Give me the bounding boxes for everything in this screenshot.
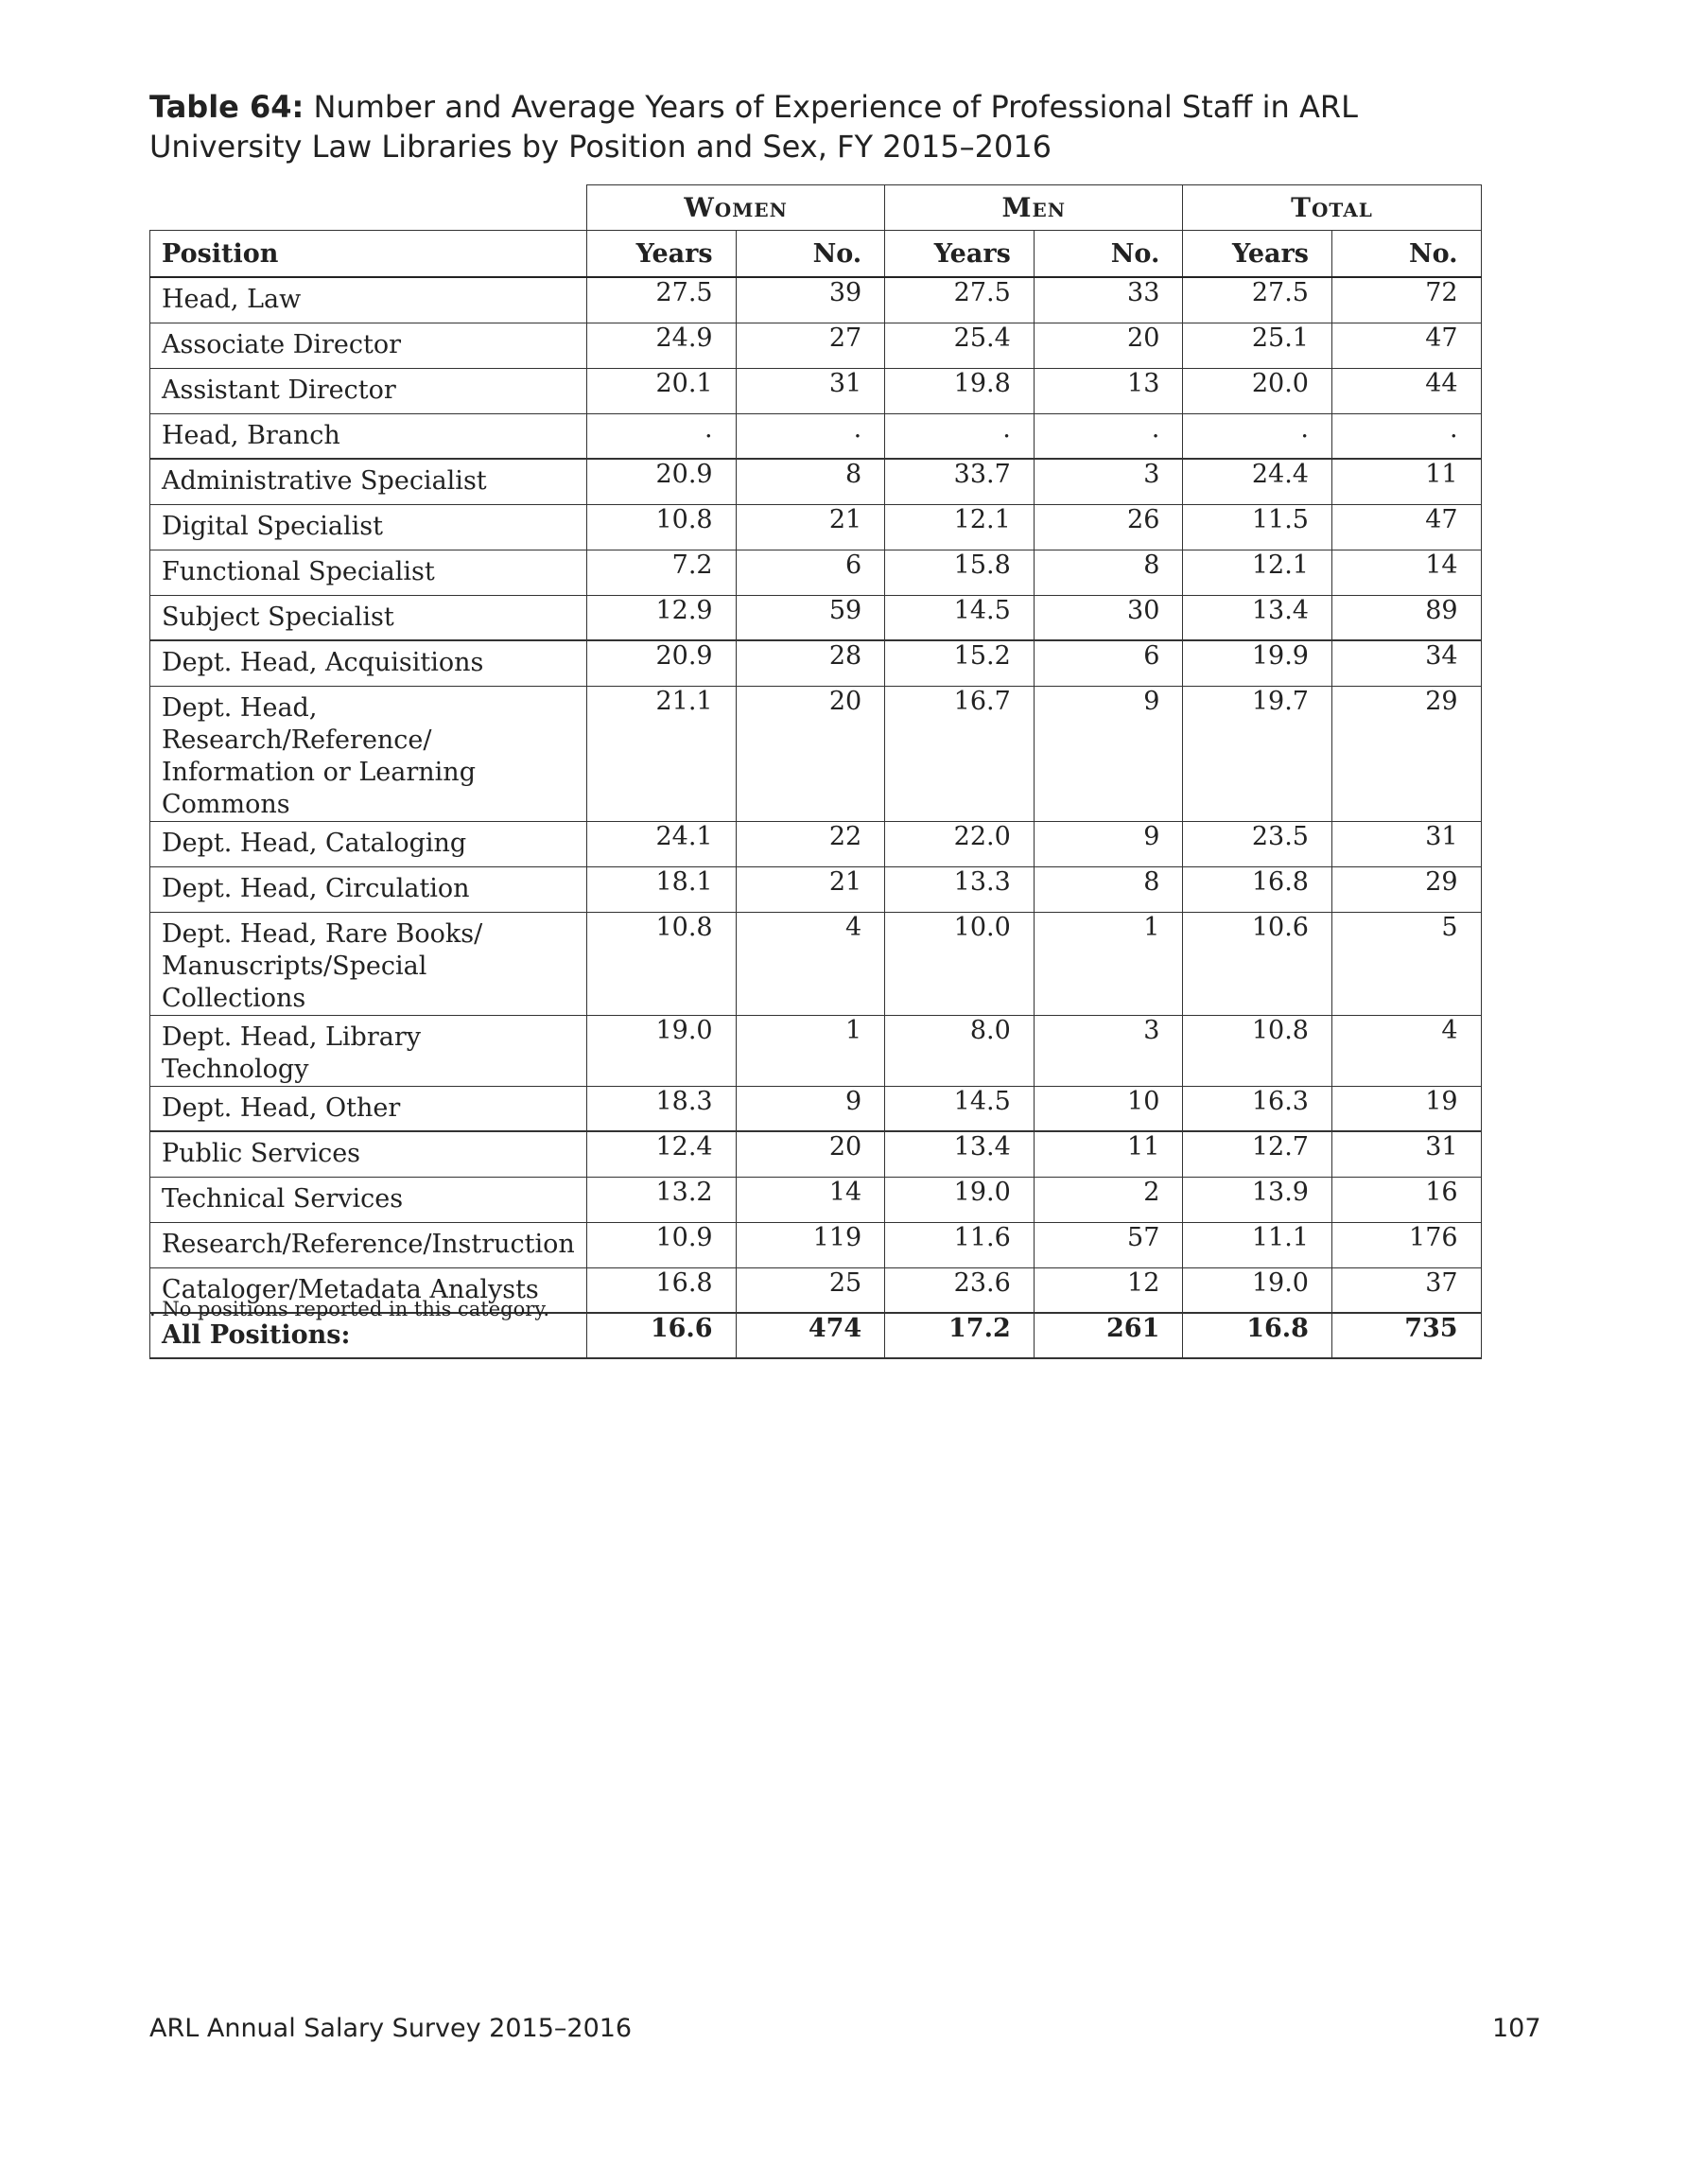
cell-total-years: 10.6 [1183,912,1332,1015]
cell-total-years: 19.0 [1183,1267,1332,1313]
cell-total-years: 16.3 [1183,1086,1332,1131]
cell-men-no: . [1034,413,1183,459]
cell-women-no: 39 [736,277,885,323]
cell-women-no: 22 [736,821,885,866]
cell-men-years: 19.8 [885,368,1035,413]
cell-total-no: 34 [1331,640,1481,686]
cell-men-no: 57 [1034,1222,1183,1267]
cell-women-no: 9 [736,1086,885,1131]
experience-table [149,184,1482,1359]
table-row [150,550,1482,595]
table-row [150,1177,1482,1222]
cell-total-no: 37 [1331,1267,1481,1313]
cell-position: Assistant Director [150,368,587,413]
cell-total-no: 29 [1331,866,1481,912]
cell-position: Digital Specialist [150,504,587,550]
cell-total-no: 31 [1331,821,1481,866]
cell-position: Dept. Head, Library Technology [150,1015,587,1086]
group-header-men: Men [885,185,1183,231]
cell-women-no: 8 [736,459,885,504]
cell-men-no: 26 [1034,504,1183,550]
cell-women-no: 21 [736,504,885,550]
cell-women-years: . [587,413,737,459]
cell-total-no: 47 [1331,504,1481,550]
table-row [150,1131,1482,1177]
cell-position: Technical Services [150,1177,587,1222]
cell-women-years: 24.9 [587,323,737,368]
cell-total-no: 14 [1331,550,1481,595]
table-row [150,912,1482,1015]
cell-position: Head, Branch [150,413,587,459]
table-row [150,821,1482,866]
cell-men-no: 9 [1034,686,1183,821]
cell-total-no: 31 [1331,1131,1481,1177]
table-row [150,368,1482,413]
cell-women-no: 474 [736,1313,885,1358]
table-footnote: . No positions reported in this category. [149,1298,550,1320]
cell-total-no: 19 [1331,1086,1481,1131]
group-header-blank [150,185,587,231]
column-header-total-no: No. [1331,231,1481,278]
cell-men-years: 15.2 [885,640,1035,686]
cell-women-years: 18.3 [587,1086,737,1131]
cell-men-years: 14.5 [885,595,1035,640]
cell-men-no: 20 [1034,323,1183,368]
cell-men-years: 15.8 [885,550,1035,595]
cell-total-no: 735 [1331,1313,1481,1358]
cell-total-years: 19.9 [1183,640,1332,686]
footer-publication: ARL Annual Salary Survey 2015–2016 [149,2014,633,2043]
cell-women-years: 21.1 [587,686,737,821]
cell-position: Dept. Head, Acquisitions [150,640,587,686]
table-caption: Number and Average Years of Experience of Professional Staff in ARL University Law Libraries by Position and Sex, FY 2015–2016 [149,89,1358,165]
page-number: 107 [1492,2014,1541,2043]
cell-women-no: 31 [736,368,885,413]
cell-total-years: 24.4 [1183,459,1332,504]
cell-men-no: 3 [1034,459,1183,504]
cell-total-no: 29 [1331,686,1481,821]
cell-women-no: 20 [736,1131,885,1177]
cell-total-no: 4 [1331,1015,1481,1086]
cell-men-no: 10 [1034,1086,1183,1131]
cell-women-years: 24.1 [587,821,737,866]
table-row [150,686,1482,821]
cell-position: Dept. Head, Cataloging [150,821,587,866]
column-header-row [150,231,1482,278]
cell-total-no: . [1331,413,1481,459]
cell-women-years: 20.9 [587,640,737,686]
cell-men-years: 22.0 [885,821,1035,866]
table-title [149,87,1492,166]
cell-men-no: 33 [1034,277,1183,323]
cell-women-years: 16.8 [587,1267,737,1313]
cell-men-no: 261 [1034,1313,1183,1358]
cell-total-no: 176 [1331,1222,1481,1267]
cell-total-years: 16.8 [1183,866,1332,912]
cell-women-no: 14 [736,1177,885,1222]
cell-total-years: 11.5 [1183,504,1332,550]
column-header-total-years: Years [1183,231,1332,278]
cell-total-years: 16.8 [1183,1313,1332,1358]
cell-women-years: 10.8 [587,504,737,550]
cell-women-years: 20.1 [587,368,737,413]
cell-men-no: 8 [1034,550,1183,595]
cell-total-years: 10.8 [1183,1015,1332,1086]
cell-position: Research/Reference/Instruction [150,1222,587,1267]
cell-women-years: 12.9 [587,595,737,640]
cell-men-years: 13.3 [885,866,1035,912]
cell-position: Public Services [150,1131,587,1177]
cell-total-years: 27.5 [1183,277,1332,323]
table-row [150,459,1482,504]
column-header-position: Position [150,231,587,278]
cell-women-no: 25 [736,1267,885,1313]
column-header-men-no: No. [1034,231,1183,278]
cell-men-no: 12 [1034,1267,1183,1313]
column-header-men-years: Years [885,231,1035,278]
cell-men-no: 9 [1034,821,1183,866]
table-row [150,413,1482,459]
cell-men-years: . [885,413,1035,459]
cell-position: Dept. Head, Research/Reference/ Information or Learning Commons [150,686,587,821]
table-row [150,640,1482,686]
cell-men-years: 8.0 [885,1015,1035,1086]
cell-men-years: 14.5 [885,1086,1035,1131]
cell-men-years: 23.6 [885,1267,1035,1313]
cell-women-no: 1 [736,1015,885,1086]
cell-total-years: 12.1 [1183,550,1332,595]
cell-position: Dept. Head, Circulation [150,866,587,912]
cell-total-years: 19.7 [1183,686,1332,821]
column-header-women-no: No. [736,231,885,278]
cell-men-years: 10.0 [885,912,1035,1015]
cell-women-years: 16.6 [587,1313,737,1358]
cell-total-no: 5 [1331,912,1481,1015]
cell-women-years: 18.1 [587,866,737,912]
cell-total-years: 13.9 [1183,1177,1332,1222]
cell-total-years: 23.5 [1183,821,1332,866]
cell-men-years: 19.0 [885,1177,1035,1222]
cell-position: Associate Director [150,323,587,368]
cell-men-no: 6 [1034,640,1183,686]
cell-men-no: 3 [1034,1015,1183,1086]
cell-men-no: 13 [1034,368,1183,413]
cell-men-no: 30 [1034,595,1183,640]
table-row [150,1015,1482,1086]
cell-women-years: 12.4 [587,1131,737,1177]
cell-men-no: 8 [1034,866,1183,912]
cell-women-no: 119 [736,1222,885,1267]
table-row [150,595,1482,640]
cell-women-years: 13.2 [587,1177,737,1222]
group-header-total: Total [1183,185,1481,231]
table-row [150,1222,1482,1267]
cell-total-years: 13.4 [1183,595,1332,640]
table-row [150,504,1482,550]
cell-position: All Positions: [150,1313,587,1358]
cell-men-years: 33.7 [885,459,1035,504]
table-row [150,323,1482,368]
cell-men-years: 13.4 [885,1131,1035,1177]
table-row [150,1086,1482,1131]
group-header-women: Women [587,185,885,231]
cell-men-no: 1 [1034,912,1183,1015]
cell-women-years: 19.0 [587,1015,737,1086]
cell-position: Head, Law [150,277,587,323]
cell-position: Dept. Head, Other [150,1086,587,1131]
cell-total-no: 44 [1331,368,1481,413]
cell-men-years: 27.5 [885,277,1035,323]
cell-total-no: 89 [1331,595,1481,640]
cell-women-no: 27 [736,323,885,368]
cell-total-no: 11 [1331,459,1481,504]
cell-total-no: 47 [1331,323,1481,368]
cell-position: Functional Specialist [150,550,587,595]
cell-position: Dept. Head, Rare Books/ Manuscripts/Special Collections [150,912,587,1015]
cell-position: Cataloger/Metadata Analysts [150,1267,587,1313]
cell-women-no: 21 [736,866,885,912]
cell-men-no: 11 [1034,1131,1183,1177]
table-number: Table 64: [149,89,304,125]
cell-women-no: 59 [736,595,885,640]
cell-women-years: 27.5 [587,277,737,323]
cell-men-years: 17.2 [885,1313,1035,1358]
cell-women-years: 10.8 [587,912,737,1015]
cell-women-years: 10.9 [587,1222,737,1267]
cell-men-years: 16.7 [885,686,1035,821]
cell-total-years: 12.7 [1183,1131,1332,1177]
column-header-women-years: Years [587,231,737,278]
cell-men-years: 25.4 [885,323,1035,368]
cell-women-no: 4 [736,912,885,1015]
cell-women-no: 6 [736,550,885,595]
cell-position: Administrative Specialist [150,459,587,504]
group-header-row [150,185,1482,231]
cell-total-years: 11.1 [1183,1222,1332,1267]
table-row [150,866,1482,912]
cell-men-years: 12.1 [885,504,1035,550]
cell-position: Subject Specialist [150,595,587,640]
cell-women-years: 7.2 [587,550,737,595]
cell-women-no: 20 [736,686,885,821]
cell-total-no: 72 [1331,277,1481,323]
cell-women-no: 28 [736,640,885,686]
cell-total-years: 20.0 [1183,368,1332,413]
cell-total-years: . [1183,413,1332,459]
cell-total-years: 25.1 [1183,323,1332,368]
table-row [150,277,1482,323]
cell-total-no: 16 [1331,1177,1481,1222]
cell-women-years: 20.9 [587,459,737,504]
table-body [150,277,1482,1358]
cell-men-years: 11.6 [885,1222,1035,1267]
cell-men-no: 2 [1034,1177,1183,1222]
cell-women-no: . [736,413,885,459]
